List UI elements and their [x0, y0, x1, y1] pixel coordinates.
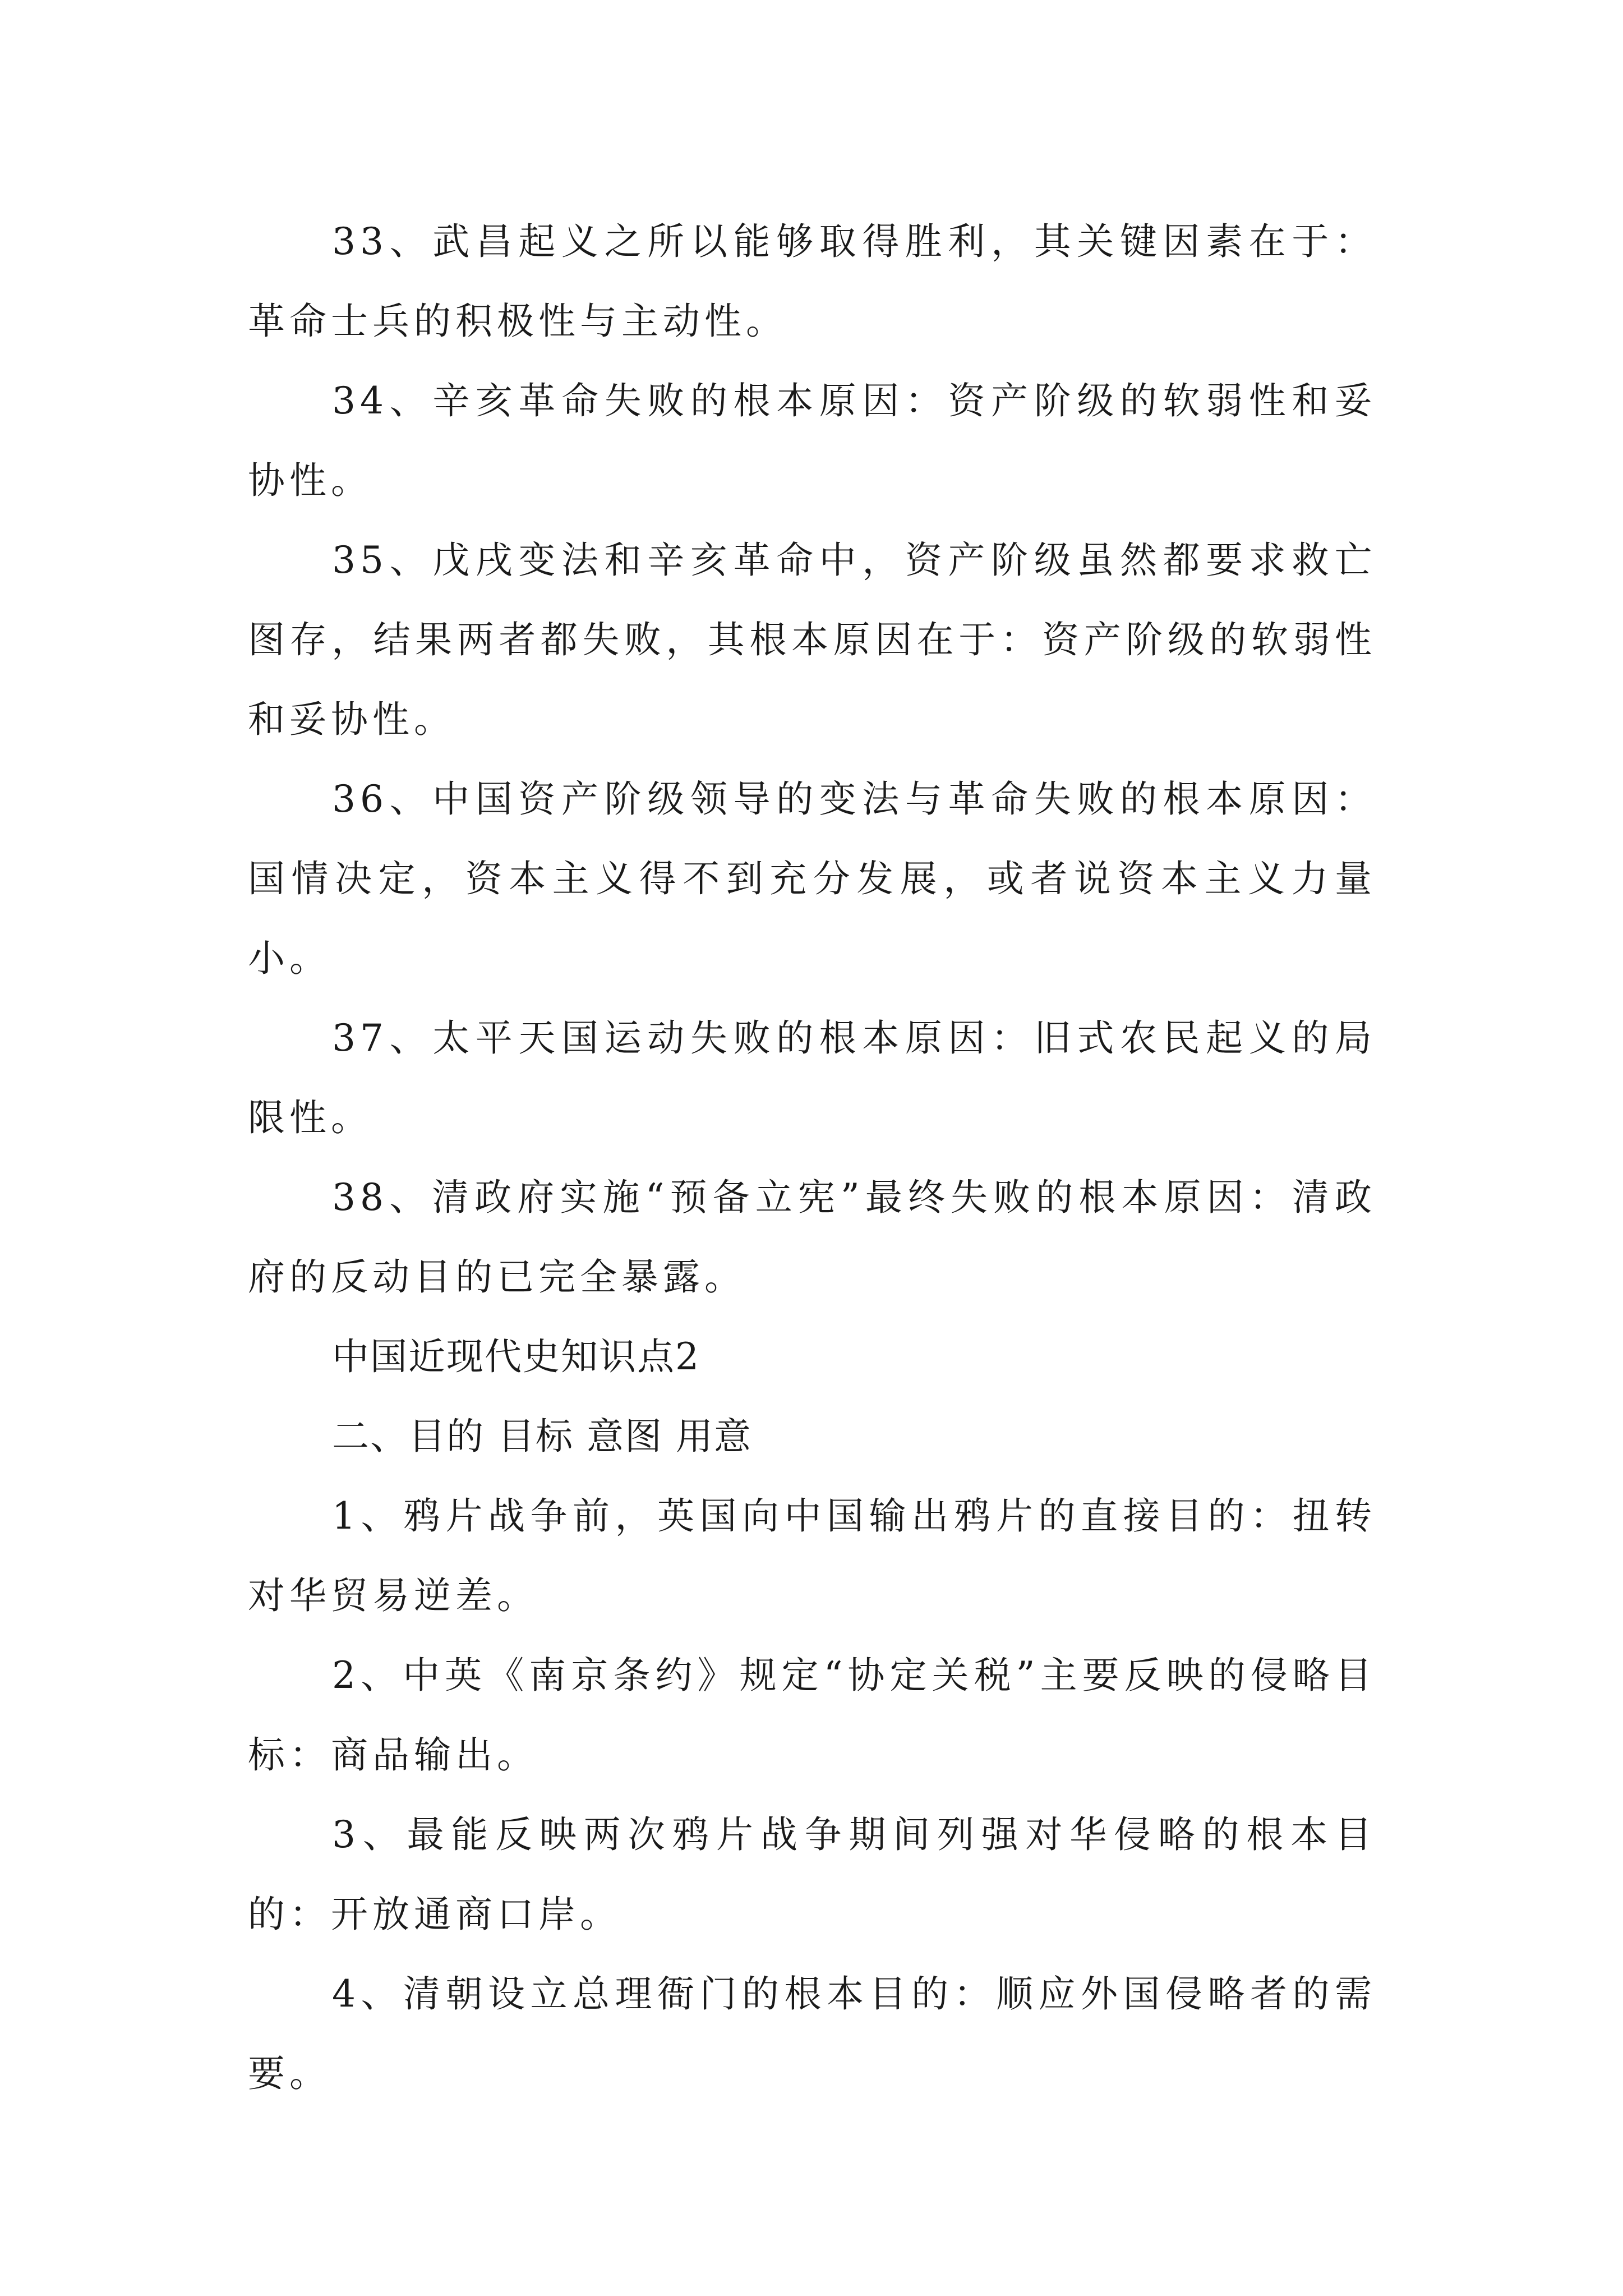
paragraph-1: 1、鸦片战争前，英国向中国输出鸦片的直接目的：扭转对华贸易逆差。	[248, 1494, 1376, 1617]
paragraph-4: 4、清朝设立总理衙门的根本目的：顺应外国侵略者的需要。	[248, 1972, 1376, 2095]
paragraph-33: 33、武昌起义之所以能够取得胜利，其关键因素在于：革命士兵的积极性与主动性。	[248, 220, 1376, 343]
paragraph-37: 37、太平天国运动失败的根本原因：旧式农民起义的局限性。	[248, 1016, 1376, 1139]
paragraph-38: 38、清政府实施“预备立宪”最终失败的根本原因：清政府的反动目的已完全暴露。	[248, 1176, 1376, 1299]
subsection-title: 二、目的 目标 意图 用意	[332, 1415, 752, 1458]
document-body	[248, 202, 1376, 2114]
paragraph-2: 2、中英《南京条约》规定“协定关税”主要反映的侵略目标：商品输出。	[248, 1654, 1376, 1777]
paragraph-36: 36、中国资产阶级领导的变法与革命失败的根本原因：国情决定，资本主义得不到充分发展，或者说资本主义力量小。	[248, 777, 1376, 980]
paragraph-35: 35、戊戌变法和辛亥革命中，资产阶级虽然都要求救亡图存，结果两者都失败，其根本原因在于：资产阶级的软弱性和妥协性。	[248, 539, 1376, 741]
paragraph-3: 3、最能反映两次鸦片战争期间列强对华侵略的根本目的：开放通商口岸。	[248, 1813, 1376, 1936]
paragraph-34: 34、辛亥革命失败的根本原因：资产阶级的软弱性和妥协性。	[248, 379, 1376, 502]
section-title: 中国近现代史知识点2	[332, 1335, 700, 1378]
